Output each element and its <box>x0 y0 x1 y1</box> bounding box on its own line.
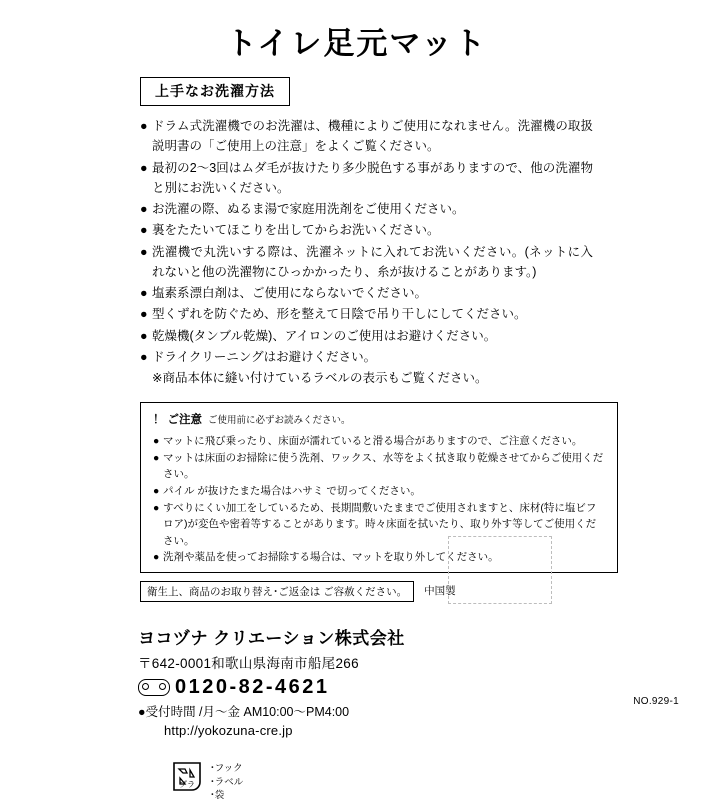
company-url[interactable]: http://yokozuna-cre.jp <box>164 722 293 738</box>
bullet-icon: ● <box>153 501 160 514</box>
wash-instruction-item: ● ドライクリーニングはお避けください。 <box>140 347 593 367</box>
recycle-label-item: ･フック <box>210 762 243 774</box>
business-hours: ●受付時間 /月〜金 AM10:00〜PM4:00 <box>138 704 350 719</box>
bullet-icon: ● <box>153 435 160 448</box>
wash-instructions-list <box>0 116 713 388</box>
recycle-label-item: ･袋 <box>210 790 225 802</box>
bullet-icon: ● <box>140 160 148 175</box>
bullet-icon: ● <box>140 202 148 216</box>
wash-instruction-item: ● 型くずれを防ぐため、形を整えて日陰で吊り干しにしてください。 <box>140 304 593 324</box>
bullet-icon: ● <box>153 551 160 564</box>
caution-item: ● すべりにくい加工をしているため、長期間敷いたままでご使用されますと、床材(特に塩ビフロア)が変色や密着等することがあります。時々床面を拭いたり、取り外す等してご使用ください。 <box>153 501 597 547</box>
recycle-label-item: ･ラベル <box>210 776 244 788</box>
bullet-icon: ● <box>140 307 148 322</box>
free-dial-icon <box>138 679 170 696</box>
bullet-icon: ● <box>140 223 148 238</box>
caution-subheading: ご使用前に必ずお読みください。 <box>208 415 351 427</box>
wash-instruction-item: ● 洗濯機で丸洗いする際は、洗濯ネットに入れてお洗いください。(ネットに入れないと他の洗濯物にひっかかったり、糸が抜けることがあります。) <box>140 242 593 283</box>
caution-item: ● パイル が抜けたまた場合はハサミ で切ってください。 <box>153 483 605 500</box>
exclamation-icon: ！ <box>153 414 165 427</box>
bullet-icon: ● <box>153 484 160 497</box>
made-in-label: 中国製 <box>424 584 456 597</box>
wash-instruction-item: ● お洗濯の際、ぬるま湯で家庭用洗剤をご使用ください。 <box>140 199 593 219</box>
wash-instruction-item: ● 塩素系漂白剤は、ご使用にならないでください。 <box>140 283 593 303</box>
placeholder-box <box>448 536 552 604</box>
wash-note: ※商品本体に縫い付けているラベルの表示もご覧ください。 <box>152 371 488 385</box>
caution-heading <box>153 411 605 427</box>
company-block <box>138 624 713 738</box>
bullet-icon: ● <box>140 244 148 259</box>
wash-instruction-item: ● 乾燥機(タンブル乾燥)、アイロンのご使用はお避けください。 <box>140 326 593 346</box>
bullet-icon: ● <box>140 286 148 300</box>
wash-instruction-item: ● ドラム式洗濯機でのお洗濯は、機種によりご使用になれません。洗濯機の取扱説明書の「ご使用上の注意」をよくご覧ください。 <box>140 116 593 157</box>
bullet-icon: ● <box>140 119 148 133</box>
caution-item: ● 洗剤や薬品を使ってお掃除する場合は、マットを取り外してください。 <box>153 549 605 566</box>
company-address: 〒642-0001和歌山県海南市船尾266 <box>138 655 359 671</box>
recycle-labels <box>210 760 243 803</box>
wash-instruction-item: ● 裏をたたいてほこりを出してからお洗いください。 <box>140 220 593 240</box>
footer-code: NO.929-1 <box>633 696 679 707</box>
company-name: ヨコヅナ クリエーション株式会社 <box>138 628 405 648</box>
svg-text:プラ: プラ <box>179 779 195 789</box>
hygiene-note: 衛生上、商品のお取り替え･ご返金は ご容赦ください。 <box>140 581 414 602</box>
wash-section <box>0 77 713 388</box>
bullet-icon: ● <box>138 704 146 719</box>
bullet-icon: ● <box>140 328 148 343</box>
bullet-icon: ● <box>140 349 148 364</box>
wash-instruction-item: ● 最初の2〜3回はムダ毛が抜けたり多少脱色する事がありますので、他の洗濯物と別にお洗いください。 <box>140 158 593 199</box>
free-dial-row <box>138 676 713 699</box>
page-title: トイレ足元マット <box>225 26 488 61</box>
caution-item: ● マットは床面のお掃除に使う洗剤、ワックス、水等をよく拭き取り乾燥させてからご使用ください。 <box>153 451 604 481</box>
caution-heading-label: ご注意 <box>167 414 202 427</box>
section-heading-wash: 上手なお洗濯方法 <box>140 77 290 106</box>
recycle-row <box>170 760 713 803</box>
caution-item: ● マットに飛び乗ったり、床面が濡れていると滑る場合がありますので、ご注意ください。 <box>153 433 605 450</box>
company-phone: 0120-82-4621 <box>175 675 330 698</box>
plastic-recycle-icon <box>170 760 204 794</box>
product-label-page <box>0 18 713 802</box>
bullet-icon: ● <box>153 451 160 464</box>
